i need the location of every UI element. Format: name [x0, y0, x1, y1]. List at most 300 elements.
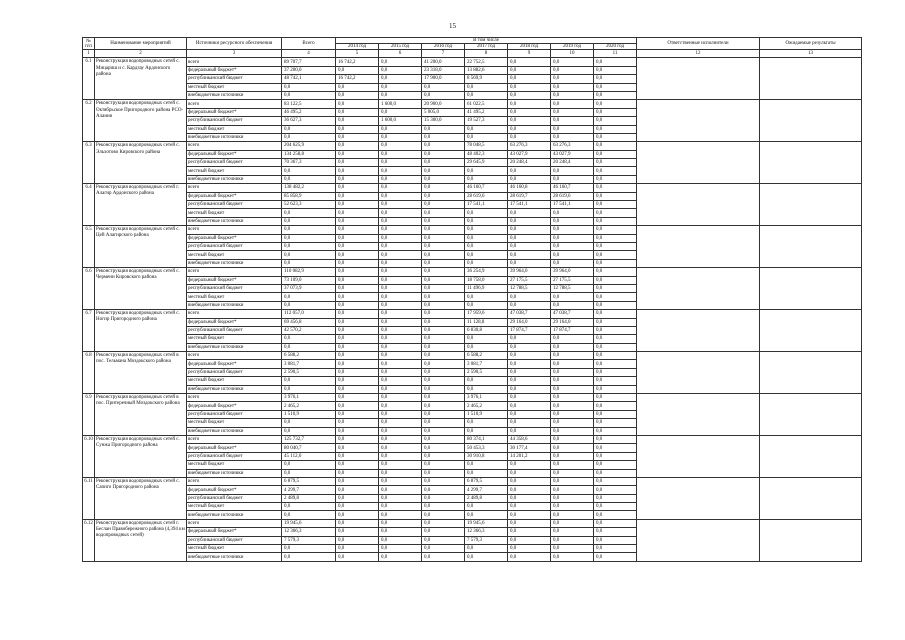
amount-year: 0,0 [465, 133, 508, 141]
amount-year: 0,0 [422, 461, 465, 469]
results-cell [760, 435, 862, 477]
amount-year: 17 900,0 [422, 75, 465, 83]
amount-year: 0,0 [336, 335, 379, 343]
funding-source: внебюджетные источники [187, 259, 282, 267]
funding-source: федеральный бюджет* [187, 318, 282, 326]
amount-year: 0,0 [508, 368, 551, 376]
amount-year: 0,0 [465, 234, 508, 242]
amount-year: 0,0 [594, 293, 637, 301]
amount-year: 11 496,9 [465, 284, 508, 292]
amount-year: 0,0 [336, 553, 379, 561]
amount-year: 0,0 [594, 184, 637, 192]
amount-total: 0,0 [282, 234, 336, 242]
funding-source: местный бюджет [187, 419, 282, 427]
amount-year: 0,0 [594, 494, 637, 502]
header-total: Всего [282, 38, 336, 50]
item-number: 6.3 [83, 142, 95, 184]
amount-year: 0,0 [336, 545, 379, 553]
amount-year: 0,0 [379, 368, 422, 376]
funding-source: федеральный бюджет* [187, 108, 282, 116]
amount-year: 2 489,8 [465, 494, 508, 502]
amount-year: 0,0 [379, 536, 422, 544]
amount-year: 0,0 [336, 226, 379, 234]
amount-year: 0,0 [508, 293, 551, 301]
amount-year: 0,0 [594, 167, 637, 175]
responsible-cell [637, 310, 760, 352]
amount-total: 70 367,3 [282, 159, 336, 167]
amount-year: 0,0 [379, 209, 422, 217]
amount-year: 0,0 [594, 310, 637, 318]
amount-year: 0,0 [594, 410, 637, 418]
amount-year: 0,0 [422, 352, 465, 360]
measure-name: Реконструкция водопроводных сетей с. Октябрьское Пригородного района РСО-Алания [95, 100, 187, 142]
amount-total: 12 366,3 [282, 528, 336, 536]
amount-year: 0,0 [379, 167, 422, 175]
amount-year: 0,0 [379, 83, 422, 91]
amount-year: 0,0 [465, 217, 508, 225]
amount-year: 29 164,0 [551, 318, 594, 326]
amount-year: 0,0 [379, 184, 422, 192]
amount-total: 0,0 [282, 511, 336, 519]
amount-year: 0,0 [594, 226, 637, 234]
amount-year: 0,0 [379, 477, 422, 485]
amount-year: 18 758,0 [465, 276, 508, 284]
amount-total: 0,0 [282, 167, 336, 175]
amount-year: 1 600,0 [379, 117, 422, 125]
header-year: 2019 год [551, 44, 594, 50]
amount-year: 0,0 [594, 217, 637, 225]
amount-year: 0,0 [379, 268, 422, 276]
amount-year: 0,0 [551, 410, 594, 418]
amount-year: 0,0 [508, 259, 551, 267]
amount-total: 52 623,3 [282, 201, 336, 209]
amount-year: 0,0 [508, 133, 551, 141]
amount-year: 0,0 [594, 259, 637, 267]
amount-year: 0,0 [379, 226, 422, 234]
amount-year: 0,0 [422, 553, 465, 561]
table-row [83, 142, 862, 150]
funding-source: местный бюджет [187, 209, 282, 217]
amount-year: 0,0 [379, 452, 422, 460]
amount-year: 0,0 [336, 217, 379, 225]
amount-year: 0,0 [422, 452, 465, 460]
funding-source: всего [187, 142, 282, 150]
amount-year: 0,0 [336, 310, 379, 318]
amount-year: 43 027,9 [551, 150, 594, 158]
amount-year: 0,0 [465, 461, 508, 469]
table-row [83, 435, 862, 443]
amount-total: 0,0 [282, 553, 336, 561]
amount-year: 41 200,0 [422, 58, 465, 66]
amount-year: 0,0 [594, 503, 637, 511]
amount-year: 0,0 [422, 167, 465, 175]
responsible-cell [637, 394, 760, 436]
amount-year: 0,0 [551, 511, 594, 519]
funding-source: всего [187, 477, 282, 485]
header-in-years: В том числе [336, 38, 637, 44]
funding-source: местный бюджет [187, 167, 282, 175]
amount-year: 0,0 [465, 427, 508, 435]
amount-year: 30 910,8 [465, 452, 508, 460]
funding-source: республиканский бюджет [187, 494, 282, 502]
amount-year: 0,0 [379, 519, 422, 527]
results-cell [760, 519, 862, 561]
amount-year: 0,0 [594, 477, 637, 485]
amount-year: 0,0 [336, 268, 379, 276]
amount-year: 14 201,2 [508, 452, 551, 460]
amount-year: 0,0 [508, 100, 551, 108]
amount-year: 0,0 [422, 469, 465, 477]
header-no: № п/п [83, 38, 95, 50]
amount-year: 28 619,6 [551, 192, 594, 200]
amount-year: 12 788,5 [508, 284, 551, 292]
amount-year: 0,0 [508, 226, 551, 234]
funding-source: федеральный бюджет* [187, 150, 282, 158]
amount-year: 0,0 [594, 427, 637, 435]
amount-year: 0,0 [465, 251, 508, 259]
amount-year: 0,0 [336, 201, 379, 209]
amount-total: 0,0 [282, 83, 336, 91]
amount-year: 0,0 [422, 259, 465, 267]
amount-year: 47 038,7 [508, 310, 551, 318]
responsible-cell [637, 435, 760, 477]
amount-year: 0,0 [422, 217, 465, 225]
amount-year: 0,0 [379, 419, 422, 427]
amount-year: 0,0 [508, 234, 551, 242]
amount-year: 0,0 [594, 234, 637, 242]
amount-year: 27 175,5 [551, 276, 594, 284]
funding-source: федеральный бюджет* [187, 276, 282, 284]
amount-year: 0,0 [551, 494, 594, 502]
amount-year: 0,0 [508, 536, 551, 544]
amount-year: 0,0 [422, 486, 465, 494]
amount-year: 0,0 [551, 377, 594, 385]
amount-year: 0,0 [465, 209, 508, 217]
amount-year: 0,0 [422, 326, 465, 334]
amount-year: 0,0 [379, 461, 422, 469]
amount-year: 0,0 [594, 83, 637, 91]
amount-year: 0,0 [379, 150, 422, 158]
funding-source: всего [187, 394, 282, 402]
amount-year: 20 900,0 [422, 100, 465, 108]
amount-year: 0,0 [508, 419, 551, 427]
amount-year: 17 874,7 [551, 326, 594, 334]
amount-total: 3 081,7 [282, 360, 336, 368]
amount-year: 17 541,1 [508, 201, 551, 209]
amount-year: 0,0 [379, 318, 422, 326]
amount-year: 39 964,0 [508, 268, 551, 276]
amount-year: 28 619,6 [465, 192, 508, 200]
amount-year: 15 300,0 [422, 117, 465, 125]
amount-total: 0,0 [282, 251, 336, 259]
amount-year: 0,0 [422, 503, 465, 511]
table-row [83, 226, 862, 234]
amount-year: 0,0 [551, 352, 594, 360]
amount-year: 0,0 [594, 511, 637, 519]
amount-year: 0,0 [465, 91, 508, 99]
amount-year: 0,0 [465, 259, 508, 267]
amount-year: 48 402,3 [465, 150, 508, 158]
column-number: 12 [637, 50, 760, 58]
amount-year: 0,0 [508, 528, 551, 536]
amount-year: 0,0 [422, 242, 465, 250]
amount-year: 0,0 [422, 318, 465, 326]
amount-year: 0,0 [336, 192, 379, 200]
amount-year: 0,0 [336, 326, 379, 334]
results-cell [760, 100, 862, 142]
amount-year: 0,0 [379, 284, 422, 292]
amount-year: 6 830,8 [465, 326, 508, 334]
responsible-cell [637, 184, 760, 226]
funding-source: республиканский бюджет [187, 326, 282, 334]
amount-year: 0,0 [422, 536, 465, 544]
amount-year: 0,0 [594, 461, 637, 469]
amount-year: 23 318,0 [422, 66, 465, 74]
table-row [83, 477, 862, 485]
amount-year: 0,0 [422, 184, 465, 192]
amount-year: 46 160,7 [465, 184, 508, 192]
amount-year: 0,0 [465, 343, 508, 351]
amount-year: 0,0 [551, 335, 594, 343]
amount-year: 0,0 [551, 402, 594, 410]
funding-source: внебюджетные источники [187, 175, 282, 183]
amount-year: 0,0 [379, 444, 422, 452]
amount-year: 0,0 [379, 293, 422, 301]
funding-source: всего [187, 352, 282, 360]
measure-name: Реконструкция водопроводных сетей с. Сапиго Пригородного района [95, 477, 187, 519]
amount-year: 0,0 [508, 75, 551, 83]
amount-year: 0,0 [422, 125, 465, 133]
amount-year: 28 619,7 [508, 192, 551, 200]
amount-year: 0,0 [551, 536, 594, 544]
amount-year: 0,0 [551, 519, 594, 527]
amount-year: 0,0 [551, 545, 594, 553]
amount-year: 0,0 [379, 159, 422, 167]
amount-year: 0,0 [551, 91, 594, 99]
item-number: 6.7 [83, 310, 95, 352]
amount-year: 63 276,3 [551, 142, 594, 150]
amount-total: 0,0 [282, 217, 336, 225]
amount-year: 0,0 [551, 444, 594, 452]
amount-year: 0,0 [594, 326, 637, 334]
amount-year: 0,0 [379, 234, 422, 242]
amount-year: 0,0 [336, 486, 379, 494]
table-row [83, 58, 862, 66]
amount-total: 6 879,5 [282, 477, 336, 485]
funding-source: местный бюджет [187, 293, 282, 301]
amount-year: 0,0 [422, 360, 465, 368]
amount-year: 0,0 [551, 175, 594, 183]
amount-year: 0,0 [336, 318, 379, 326]
amount-year: 0,0 [336, 293, 379, 301]
amount-year: 0,0 [422, 251, 465, 259]
funding-source: всего [187, 184, 282, 192]
amount-year: 0,0 [379, 385, 422, 393]
amount-year: 0,0 [336, 142, 379, 150]
amount-year: 0,0 [336, 511, 379, 519]
amount-year: 0,0 [551, 503, 594, 511]
amount-total: 0,0 [282, 545, 336, 553]
amount-year: 0,0 [594, 91, 637, 99]
amount-year: 0,0 [594, 444, 637, 452]
amount-year: 0,0 [379, 58, 422, 66]
amount-year: 0,0 [379, 310, 422, 318]
funding-source: федеральный бюджет* [187, 66, 282, 74]
amount-year: 0,0 [594, 108, 637, 116]
amount-year: 0,0 [594, 536, 637, 544]
amount-total: 37 073,9 [282, 284, 336, 292]
amount-total: 0,0 [282, 503, 336, 511]
results-cell [760, 58, 862, 100]
amount-year: 0,0 [508, 394, 551, 402]
amount-year: 0,0 [422, 368, 465, 376]
amount-year: 0,0 [422, 494, 465, 502]
amount-year: 0,0 [551, 133, 594, 141]
amount-year: 0,0 [422, 150, 465, 158]
item-number: 6.1 [83, 58, 95, 100]
amount-total: 134 258,8 [282, 150, 336, 158]
amount-total: 2 590,5 [282, 368, 336, 376]
amount-year: 0,0 [422, 519, 465, 527]
amount-year: 0,0 [336, 133, 379, 141]
amount-total: 110 082,9 [282, 268, 336, 276]
amount-year: 0,0 [422, 133, 465, 141]
amount-year: 16 742,2 [336, 75, 379, 83]
amount-total: 0,0 [282, 125, 336, 133]
amount-year: 0,0 [379, 201, 422, 209]
amount-year: 0,0 [336, 159, 379, 167]
amount-year: 0,0 [379, 301, 422, 309]
amount-year: 0,0 [465, 226, 508, 234]
amount-total: 112 057,0 [282, 310, 336, 318]
funding-source: федеральный бюджет* [187, 444, 282, 452]
results-cell [760, 394, 862, 436]
amount-year: 0,0 [336, 150, 379, 158]
amount-total: 2 489,8 [282, 494, 336, 502]
table-row [83, 394, 862, 402]
amount-year: 0,0 [465, 419, 508, 427]
funding-source: местный бюджет [187, 83, 282, 91]
amount-year: 0,0 [594, 368, 637, 376]
funding-source: всего [187, 435, 282, 443]
amount-year: 0,0 [508, 553, 551, 561]
amount-year: 0,0 [422, 159, 465, 167]
amount-year: 0,0 [422, 301, 465, 309]
amount-year: 0,0 [465, 293, 508, 301]
amount-total: 19 945,6 [282, 519, 336, 527]
funding-source: местный бюджет [187, 377, 282, 385]
amount-year: 0,0 [594, 335, 637, 343]
amount-year: 0,0 [508, 117, 551, 125]
amount-year: 0,0 [336, 452, 379, 460]
amount-year: 0,0 [551, 385, 594, 393]
amount-year: 0,0 [594, 377, 637, 385]
amount-year: 0,0 [508, 545, 551, 553]
amount-year: 0,0 [551, 360, 594, 368]
amount-total: 36 627,3 [282, 117, 336, 125]
amount-year: 0,0 [508, 503, 551, 511]
amount-total: 0,0 [282, 385, 336, 393]
amount-year: 0,0 [379, 545, 422, 553]
amount-year: 0,0 [594, 133, 637, 141]
funding-source: внебюджетные источники [187, 91, 282, 99]
amount-total: 73 109,0 [282, 276, 336, 284]
amount-year: 0,0 [379, 494, 422, 502]
amount-year: 0,0 [336, 360, 379, 368]
amount-year: 0,0 [336, 528, 379, 536]
column-number: 3 [187, 50, 282, 58]
amount-year: 0,0 [422, 91, 465, 99]
amount-year: 4 299,7 [465, 486, 508, 494]
results-cell [760, 184, 862, 226]
amount-year: 46 160,8 [508, 184, 551, 192]
amount-year: 0,0 [465, 175, 508, 183]
amount-year: 61 022,5 [465, 100, 508, 108]
amount-total: 0,0 [282, 133, 336, 141]
header-year: 2018 год [508, 44, 551, 50]
amount-year: 0,0 [594, 318, 637, 326]
amount-year: 0,0 [551, 368, 594, 376]
amount-year: 0,0 [594, 452, 637, 460]
amount-year: 0,0 [379, 335, 422, 343]
header-name: Наименование мероприятий [95, 38, 187, 50]
amount-year: 0,0 [594, 301, 637, 309]
funding-source: республиканский бюджет [187, 410, 282, 418]
responsible-cell [637, 268, 760, 310]
amount-year: 0,0 [422, 209, 465, 217]
amount-year: 0,0 [594, 402, 637, 410]
amount-year: 0,0 [336, 477, 379, 485]
amount-year: 8 569,9 [465, 75, 508, 83]
amount-year: 0,0 [508, 91, 551, 99]
amount-year: 0,0 [508, 209, 551, 217]
measure-name: Реконструкция водопроводных сетей с. Эльхотово Кировского района [95, 142, 187, 184]
amount-year: 36 254,9 [465, 268, 508, 276]
column-number: 9 [508, 50, 551, 58]
measure-name: Реконструкция водопроводных сетей с. Сунжа Пригородного района [95, 435, 187, 477]
amount-year: 0,0 [336, 259, 379, 267]
funding-source: федеральный бюджет* [187, 402, 282, 410]
amount-year: 0,0 [379, 377, 422, 385]
amount-year: 0,0 [336, 108, 379, 116]
amount-year: 17 541,1 [465, 201, 508, 209]
amount-year: 0,0 [465, 335, 508, 343]
amount-year: 12 788,5 [551, 284, 594, 292]
amount-year: 0,0 [336, 427, 379, 435]
amount-year: 0,0 [379, 175, 422, 183]
amount-year: 0,0 [422, 343, 465, 351]
funding-source: всего [187, 519, 282, 527]
amount-year: 29 645,9 [465, 159, 508, 167]
amount-year: 20 248,4 [508, 159, 551, 167]
amount-year: 0,0 [336, 167, 379, 175]
amount-year: 0,0 [379, 410, 422, 418]
item-number: 6.10 [83, 435, 95, 477]
amount-year: 0,0 [422, 276, 465, 284]
measure-name: Реконструкция водопроводных сетей с. Черменн Кировского района [95, 268, 187, 310]
amount-year: 11 128,8 [465, 318, 508, 326]
amount-year: 0,0 [465, 511, 508, 519]
header-results: Ожидаемые результаты [760, 38, 862, 50]
amount-year: 0,0 [594, 100, 637, 108]
funding-source: федеральный бюджет* [187, 234, 282, 242]
amount-year: 0,0 [594, 519, 637, 527]
amount-total: 0,0 [282, 335, 336, 343]
amount-total: 85 858,9 [282, 192, 336, 200]
amount-total: 89 707,7 [282, 58, 336, 66]
amount-year: 0,0 [379, 360, 422, 368]
amount-year: 0,0 [551, 452, 594, 460]
